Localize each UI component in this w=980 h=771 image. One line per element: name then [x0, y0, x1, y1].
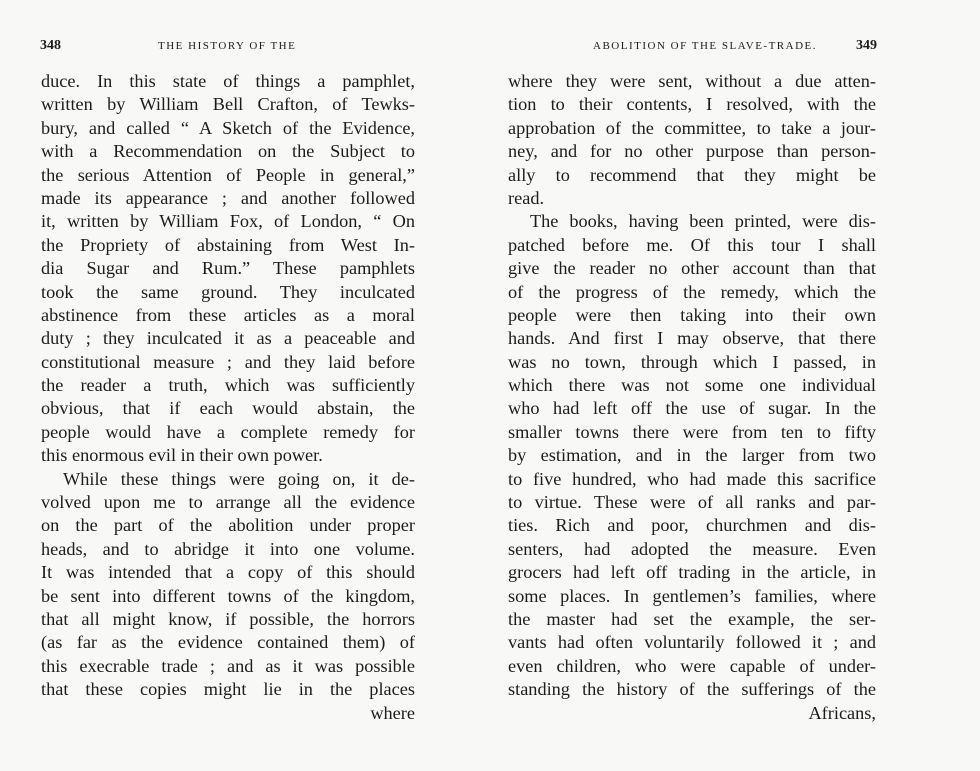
text-line: dia Sugar and Rum.” These pamphlets: [41, 258, 415, 279]
text-line: the Propriety of abstaining from West In-: [41, 234, 415, 255]
text-line: made its appearance ; and another followed: [41, 187, 415, 208]
text-line: where: [370, 702, 415, 723]
text-line: patched before me. Of this tour I shall: [508, 234, 876, 255]
text-line: ally to recommend that they might be: [508, 164, 876, 185]
text-line: heads, and to abridge it into one volume.: [41, 538, 415, 559]
text-line: duty ; they inculcated it as a peaceable and: [41, 328, 415, 349]
left-page-number: 348: [40, 38, 61, 53]
text-line: hands. And first I may observe, that there: [508, 328, 876, 349]
right-page-body: [508, 70, 876, 725]
text-line: Africans,: [808, 702, 876, 723]
left-page: [0, 0, 480, 771]
right-page-number: 349: [856, 38, 877, 53]
text-line: vants had often voluntarily followed it ; and: [508, 632, 876, 653]
text-line: that these copies might lie in the places: [41, 679, 415, 700]
left-page-body: [41, 70, 415, 725]
text-line: even children, who were capable of under-: [508, 655, 876, 676]
text-line: The books, having been printed, were dis-: [530, 211, 876, 232]
text-line: was no town, through which I passed, in: [508, 351, 876, 372]
text-line: (as far as the evidence contained them) of: [41, 632, 415, 653]
text-line: by estimation, and in the larger from two: [508, 445, 876, 466]
text-line: with a Recommendation on the Subject to: [41, 141, 415, 162]
text-line: It was intended that a copy of this should: [41, 562, 415, 583]
text-line: duce. In this state of things a pamphlet,: [41, 71, 415, 91]
text-line: this enormous evil in their own power.: [41, 445, 323, 466]
text-line: the serious Attention of People in general,”: [41, 164, 415, 185]
text-line: of the progress of the remedy, which the: [508, 281, 876, 302]
text-line: tion to their contents, I resolved, with the: [508, 94, 876, 115]
text-line: on the part of the abolition under proper: [41, 515, 415, 536]
text-line: standing the history of the sufferings of the: [508, 679, 876, 700]
text-line: people were then taking into their own: [508, 304, 876, 325]
right-running-head: ABOLITION OF THE SLAVE-TRADE.: [593, 40, 817, 52]
text-line: give the reader no other account than that: [508, 258, 876, 279]
right-page: [490, 0, 980, 771]
text-line: ney, and for no other purpose than person-: [508, 141, 876, 162]
text-line: where they were sent, without a due atten-: [508, 71, 876, 91]
text-line: grocers had left off trading in the article, in: [508, 562, 876, 583]
text-line: this execrable trade ; and as it was possible: [41, 655, 415, 676]
text-line: the master had set the example, the ser-: [508, 608, 876, 629]
text-line: volved upon me to arrange all the evidence: [41, 492, 415, 513]
text-line: it, written by William Fox, of London, “ On: [41, 211, 415, 232]
text-line: written by William Bell Crafton, of Tewks-: [41, 94, 415, 115]
text-line: approbation of the committee, to take a jour-: [508, 117, 876, 138]
text-line: that all might know, if possible, the horrors: [41, 608, 415, 629]
text-line: bury, and called “ A Sketch of the Evidence,: [41, 117, 415, 138]
text-line: constitutional measure ; and they laid before: [41, 351, 415, 372]
left-page-header: [40, 38, 440, 54]
text-line: which there was not some one individual: [508, 375, 876, 396]
text-line: abstinence from these articles as a moral: [41, 304, 415, 325]
text-line: obvious, that if each would abstain, the: [41, 398, 415, 419]
text-line: be sent into different towns of the kingdom,: [41, 585, 415, 606]
text-line: read.: [508, 187, 545, 208]
text-line: ties. Rich and poor, churchmen and dis-: [508, 515, 876, 536]
text-line: senters, had adopted the measure. Even: [508, 538, 876, 559]
text-line: people would have a complete remedy for: [41, 421, 415, 442]
text-line: smaller towns there were from ten to fifty: [508, 421, 876, 442]
text-line: the reader a truth, which was sufficiently: [41, 375, 415, 396]
text-line: took the same ground. They inculcated: [41, 281, 415, 302]
text-line: to virtue. These were of all ranks and par-: [508, 492, 876, 513]
left-running-head: THE HISTORY OF THE: [158, 40, 297, 52]
text-line: some places. In gentlemen’s families, where: [508, 585, 876, 606]
text-line: While these things were going on, it de-: [63, 468, 415, 489]
text-line: to five hundred, who had made this sacrifice: [508, 468, 876, 489]
text-line: who had left off the use of sugar. In the: [508, 398, 876, 419]
